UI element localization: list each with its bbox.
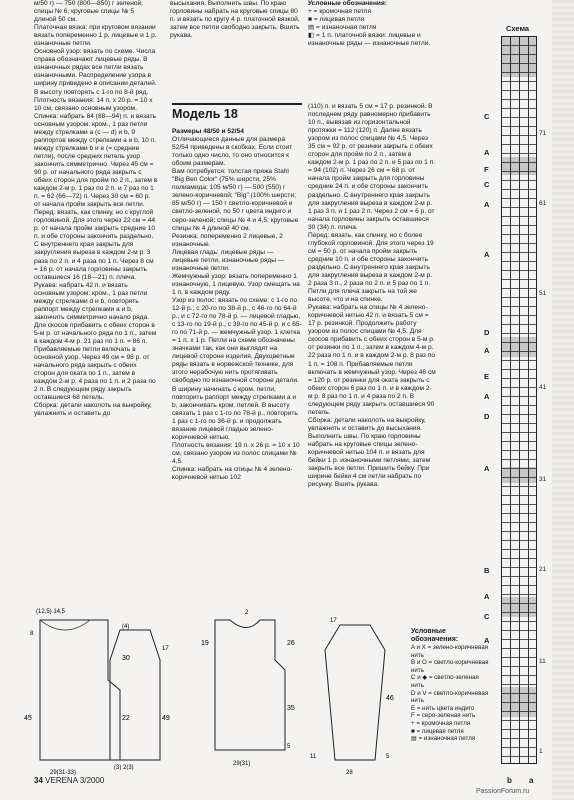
model-title: Модель 18 — [172, 103, 302, 123]
dim-b: 19 — [201, 640, 209, 647]
dim-armhole: 30 — [122, 655, 130, 662]
row-letter: A — [484, 464, 490, 473]
row-number: 1 — [539, 748, 543, 755]
row-number: 11 — [539, 658, 546, 665]
row-number: 71 — [539, 130, 547, 137]
text-column-1 — [34, 0, 158, 592]
legend-top-item: ◧ = 1 п. платочной вязки: лицевые и изнаночные ряды — изнаночные петли. — [308, 32, 431, 48]
dim-s-c: 5 — [386, 754, 390, 760]
page-number: 34 — [34, 776, 43, 785]
legend-item: B и O = светло-коричневая нить — [411, 659, 489, 674]
dim-s-a: 17 — [330, 618, 337, 624]
row-letter: B — [484, 566, 490, 575]
paragraph-flat-stitch: Платочная вязка: при круговом вязании вязать попеременно 1 р. лицевые и 1 р. изнаночные петли. — [34, 24, 157, 48]
chart-band — [502, 597, 536, 617]
text-column-2 — [172, 128, 302, 598]
chart-band — [502, 467, 536, 483]
dim-top: (12,5) 14,5 — [36, 609, 66, 615]
legend-item: E = нить цвета индиго — [411, 704, 475, 712]
row-letter: A — [484, 392, 490, 401]
paragraph-assembly: Сборка: детали наколоть на выкройку, увлажнить и оставить до — [34, 402, 152, 418]
sleeve-outline — [110, 630, 160, 760]
legend-item: A и X = зелено-коричневая нить — [411, 644, 489, 659]
row-number: 21 — [539, 566, 547, 573]
paragraph-assembly-cont: высыхания. Выполнить швы. По краю горловины набрать на круговые спицы 80 п. и вязать по кругу 4 р. платочной вязкой, затем все петли свободно закрыть. Вшить рукава. — [170, 0, 300, 40]
page-footer — [34, 776, 104, 785]
arrow-label-b: b — [507, 776, 512, 785]
pattern-schematic-model18-sleeve — [300, 610, 410, 780]
row-number: 51 — [539, 290, 547, 297]
dim-s-e: 28 — [346, 770, 353, 776]
row-letter: F — [484, 165, 489, 174]
dim-bottom: 29(31-33) — [50, 770, 77, 776]
paragraph-sleeves: Рукава: набрать 42 п. и вязать основным узором: кром., 1 раз петли между стрелками d и b, повторять раппорт между стрелками a и b, закончить симметрично начало ряда. Для скосов прибавить с обеих сторон в 5-м р. от начального ряда по 1 п., затем в каждом 4-м р. 21 раз по 1 п. = 86 п. Прибавляемые петли включать в основной узор. Через 49 см = 98 р. от начального ряда закрыть с обеих сторон для оката по 1 п., затем в каждом 2-м р. 4 раза по 1 п. и 2 раза по 2 п. В следующем ряду закрыть оставшиеся 68 петель. — [34, 281, 157, 402]
legend-bottom-title: Условные обозначения: — [411, 628, 459, 643]
row-letter: D — [484, 412, 490, 421]
body-outline — [215, 620, 285, 750]
paragraph-yarn-needles: м/50 г) — 750 (800—850) г зеленой; спицы № 6; круговые спицы № 5 длиной 50 см. — [34, 0, 144, 24]
paragraph-back-cont: (110) п. и вязать 5 см = 17 р. резинкой. В последнем ряду равномерно прибавить 10 п., вывязав из горизонтальной протяжки = 112 (120) п. Далее вязать узором из полос спицами № 4,5. Через 35 см = 92 р. от резинки закрыть с обеих сторон для пройм по 2 п., затем в каждом 2-м р. 1 раз по 2 п. и 5 раз по 1 п. = 94 (102) п. Через 26 см = 68 р. от начала пройм закрыть для горловины средние 24 п. и обе стороны закончить раздельно. С внутреннего края закрыть для закругления выреза в каждом 2-м р. 1 раз 3 п. и 1 раз 2 п. Через 2 см = 6 р. от начала горловины закрыть оставшиеся 30 (34) п. плеча. — [308, 103, 436, 231]
dim-left: 45 — [24, 715, 32, 722]
dim-d: 35 — [287, 705, 295, 712]
dim-sleeve-top: (4) — [122, 624, 130, 630]
paragraph-stripes: Узор из полос: вязать по схеме: с 1-го по 12-й р., с 20-го по 38-й р., с 46-го по 64-й р., и с 72-го по 78-й р. — лицевой гладью, с 13-го по 19-й р., с 39-го по 45-й р. и с 65-го по 71-й р. — жемчужный узор. 1 клетка = 1 п. x 1 р. Петли на схеме обозначены значками так, как они выглядят на лицевой стороне изделия. Двухцветные ряды вязать в норвежской технике, для этого нерабочую нить протягивать свободно по изнаночной стороне детали. В ширину начинать с кром. петли, повторить раппорт между стрелками a и b, закончивать кром. петлей. В высоту связать 1 раз с 1-го по 78-й р., повторить 1 раз с 1-го по 36-й р. и продолжать вязание лицевой гладью зелено-коричневой нитью. — [172, 296, 302, 441]
dim-a: 2 — [245, 610, 249, 616]
legend-top-item: ■ = лицевая петля — [308, 16, 365, 24]
paragraph-stockinette: Лицевая гладь: лицевые ряды — лицевые петли, изнаночные ряды — изнаночные петли. — [172, 248, 285, 272]
row-letter: A — [484, 636, 490, 645]
row-letter: A — [484, 200, 490, 209]
row-letter: D — [484, 328, 490, 337]
legend-item: C и ◆ = светло-зеленая нить — [411, 674, 479, 689]
dim-shoulder: 8 — [30, 631, 34, 637]
dim-sleeve-width: (3) 2(3) — [114, 765, 134, 770]
legend-top-item: ▤ = изнаночная петля — [308, 24, 377, 32]
model-sizes: Размеры 48/50 и 52/54 — [172, 128, 244, 135]
dim-f: 29(31) — [233, 761, 251, 767]
row-letter: A — [484, 148, 490, 157]
dim-s-b: 46 — [386, 695, 394, 702]
row-letter: C — [484, 180, 490, 189]
neckline-curve — [40, 620, 90, 630]
row-letter: C — [484, 612, 490, 621]
magazine-name: VERENA 3/2000 — [45, 776, 105, 785]
legend-top-title: Условные обозначения: — [308, 0, 388, 7]
chart-band — [502, 157, 536, 175]
knitting-chart-grid — [501, 36, 537, 764]
row-number: 41 — [539, 384, 547, 391]
chart-band — [502, 337, 536, 357]
legend-top — [308, 0, 436, 90]
pattern-schematic-model18-body — [175, 600, 305, 780]
paragraph-front-2: Перед: вязать, как спинку, но с более глубокой горловиной. Для этого через 19 см = 50 р. от начала пройм закрыть средние 10 п. и обе стороны закончить раздельно. С внутреннего края закрыть для закругления выреза в каждом 2-м р. 2 раза 3 п., 2 раза по 2 п. и 5 раз по 1 п. Петли для плеча закрыть на той же высоте, что и на спинке. — [308, 231, 434, 304]
schema-title: Схема — [506, 24, 530, 33]
dim-e: 5 — [287, 744, 291, 750]
paragraph-seed-stitch: Жемчужный узор: вязать попеременно 1 изнаночную, 1 лицевую. Узор смещать на 1 п. в каждом ряду. — [172, 272, 300, 296]
binding-edge — [552, 0, 574, 800]
legend-item: D и V = светло-коричневая нить — [411, 689, 489, 705]
paragraph-sleeves-2: Рукава: набрать на спицы № 4 зелено-коричневой нитью 42 п. и вязать 5 см = 17 р. резинкой. Продолжить работу узором из полос спицами № 4,5. Для скосов прибавить с обеих сторон в 5-м р. от резинки по 1 п., затем в каждом 4-м р. 22 раза по 1 п. и в каждом 2-м р. 8 раз по 1 п. = 108 п. Прибавляемые петли включать в жемчужный узор. Через 46 см = 120 р. от резинки для оката закрыть с обеих сторон 6 раз по 1 п. и в каждом 2-м р. 8 раз по 1 п. и 4 раза по 2 п. В следующем ряду закрыть оставшиеся 90 петель. — [308, 304, 436, 416]
paragraph-main-pattern: Основной узор: вязать по схеме. Числа справа обозначают лицевые ряды. В изнаночных рядах все петли вязать изнаночными. Распределение узора в ширину приведено в описании деталей. В высоту повторять с 1-го по 8-й ряд. — [34, 48, 157, 96]
legend-item: ▤ = изнаночная петля — [411, 735, 476, 743]
paragraph-front: Перед: вязать, как спинку, но с круглой горловиной. Для этого через 22 см = 44 р. от начала пройм закрыть средние 10 п. и обе стороны закончить раздельно. С внутреннего края закрыть для закругления выреза в каждом 2-м р. 3 раза по 2 п. и 4 раза по 1 п. Через 8 см = 16 р. от начала горловины закрыть оставшиеся 16 (18—21) п. плеча. — [34, 209, 156, 281]
legend-bottom — [411, 628, 491, 743]
row-number: 61 — [539, 200, 547, 207]
text-column-2-top — [170, 0, 304, 100]
arrow-label-a: a — [529, 776, 534, 785]
dim-s-d: 11 — [310, 754, 317, 760]
legend-top-item: + = кромочная петля — [308, 8, 372, 16]
pattern-schematic-sleeve — [100, 620, 175, 770]
dim-front: 22 — [122, 715, 130, 722]
paragraph-back: Спинка: набрать 84 (88—94) п. и вязать основным узором: кром., 1 раз петли между стрелками а (c — d) и b, 9 раппортов между стрелками a и b, 10 п. между стрелками b и e (= средние петли), после средних петель узор закончить симметрично. Через 45 см = 90 р. от начального ряда закрыть с обеих сторон для пройм по 2 п., затем в каждом 2-м р. 1 раз по 2 п. и 7 раз по 1 п. = 62 (66—72) п. Через 30 см = 60 р. от начала пройм закрыть все петли. — [34, 112, 158, 209]
paragraph-gauge-2: Плотность вязания: 19 п. x 26 р. = 10 x 10 см, связано узором из полос спицами № 4,5. — [172, 441, 300, 465]
row-letter: A — [484, 346, 490, 355]
paragraph-size-note: Отличающиеся данные для размера 52/54 приведены в скобках. Если стоит только одно число, то оно относится к обоим размерам. — [172, 136, 293, 168]
dim-c: 26 — [287, 640, 295, 647]
paragraph-back-2: Спинка: набрать на спицы № 4 зелено-коричневой нитью 102 — [172, 465, 293, 482]
row-number: 31 — [539, 476, 547, 483]
row-letter: A — [484, 592, 490, 601]
legend-item: ■ = лицевая петля — [411, 727, 464, 735]
chart-band — [502, 687, 536, 717]
watermark: PassionForum.ru — [476, 788, 530, 795]
chart-band — [502, 37, 536, 77]
paragraph-assembly-2: Сборка: детали наколоть на выкройку, увлажнить и оставить до высыхания. Выполнить швы. По краю горловины набрать на круговые спицы зелено-коричневой нитью 104 п. и вязать для бейки 1 р. изнаночными петлями, затем закрыть все петли. Пришить бейку. При ширине бейки 4 см петли набрать по рисунку. Вшить рукава. — [308, 416, 431, 489]
dim-sleeve-neck: 17 — [162, 646, 169, 652]
row-letter: E — [484, 372, 490, 381]
legend-item: F = серо-зеленая нить — [411, 712, 476, 720]
dim-sleeve-side: 49 — [162, 715, 170, 722]
row-letter: C — [484, 112, 490, 121]
legend-item: + = кромочная петля — [411, 719, 471, 727]
row-letter: A — [484, 250, 490, 259]
paragraph-gauge: Плотность вязания: 14 п. x 20 р. = 10 x 10 см, связано основным узором. — [34, 96, 153, 112]
paragraph-ribbing: Резинка: попеременно 2 лицевые, 2 изнаночные. — [172, 232, 283, 248]
sleeve18-outline — [325, 625, 385, 760]
paragraph-materials: Вам потребуется: толстая пряжа Stahl "Big Ben Color" (75% шерсти, 25% полиамида; 105 м/50 г) — 500 (550) г зелено-коричневой; "Big" (100% шерсти; 85 м/50 г) — 150 г светло-коричневой и светло-зеленой, по 50 г цвета индиго и серо-зеленой; спицы № 4 и 4,5; круговые спицы № 4 длиной 40 см. — [172, 168, 299, 232]
text-column-3 — [308, 103, 436, 623]
